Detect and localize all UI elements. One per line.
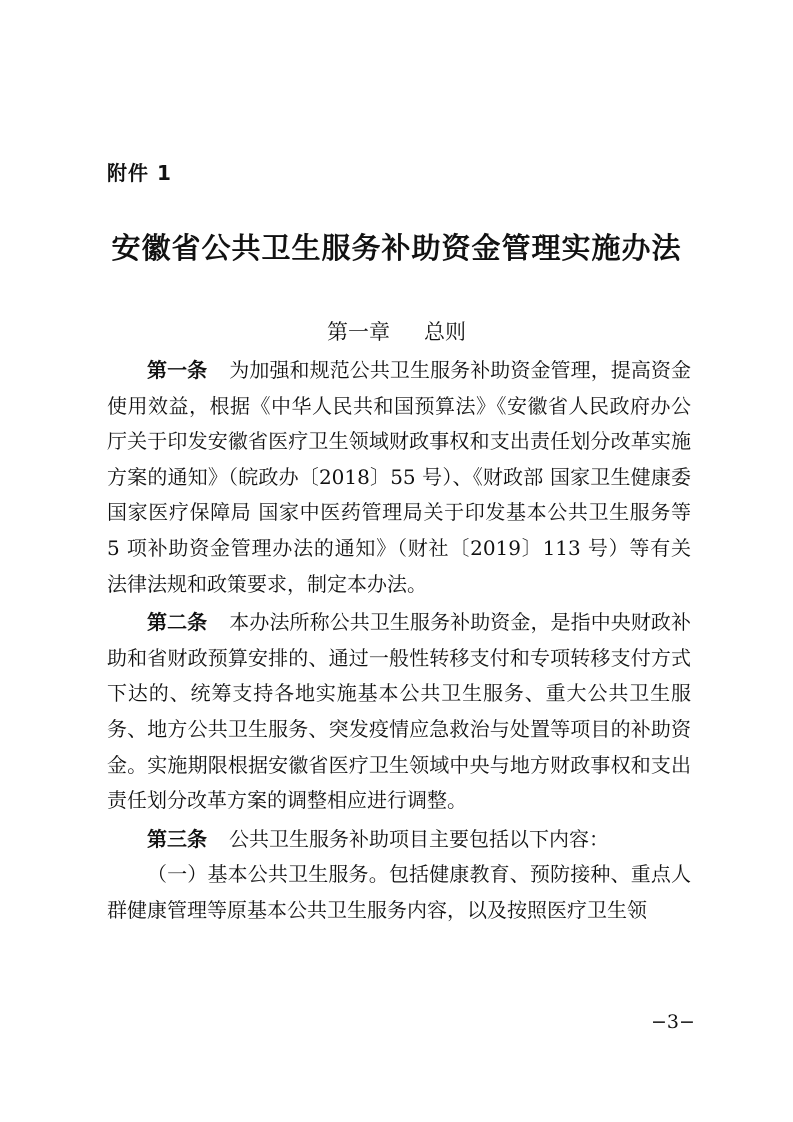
article-text: 本办法所称公共卫生服务补助资金，是指中央财政补助和省财政预算安排的、通过一般性转移支付和专项转移支付方式下达的、统筹支持各地实施基本公共卫生服务、重大公共卫生服务、地方公共卫生服务、突发疫情应急救治与处置等项目的补助资金。实施期限根据安徽省医疗卫生领域中央与地方财政事权和支出责任划分改革方案的调整相应进行调整。: [107, 610, 692, 813]
chapter-heading: [0, 316, 793, 346]
article-label: 第三条: [147, 826, 207, 851]
article-label: 第二条: [147, 610, 208, 635]
article-3: [107, 822, 691, 858]
page-number: −3−: [651, 1011, 695, 1033]
article-text: 公共卫生服务补助项目主要包括以下内容：: [229, 826, 609, 851]
attachment-label: 附件 1: [107, 161, 172, 185]
document-title: 安徽省公共卫生服务补助资金管理实施办法: [111, 231, 682, 265]
article-text: 为加强和规范公共卫生服务补助资金管理，提高资金使用效益，根据《中华人民共和国预算法》《安徽省人民政府办公厅关于印发安徽省医疗卫生领域财政事权和支出责任划分改革实施方案的通知》（皖政办〔2018〕55 号）、《财政部 国家卫生健康委 国家医疗保障局 国家中医药管理局关于印发基本公共卫生服务等 5 项补助资金管理办法的通知》（财社〔2019〕113 号）等有关法律法规和政策要求，制定本办法。: [107, 358, 692, 596]
list-item: （一）基本公共卫生服务。包括健康教育、预防接种、重点人群健康管理等原基本公共卫生服务内容，以及按照医疗卫生领: [107, 862, 691, 922]
article-1: [107, 353, 691, 602]
article-label: 第一条: [147, 358, 208, 382]
document-body: [107, 353, 691, 929]
article-2: [107, 605, 691, 819]
chapter-number: 第一章: [327, 320, 390, 344]
chapter-name: 总则: [424, 320, 466, 344]
